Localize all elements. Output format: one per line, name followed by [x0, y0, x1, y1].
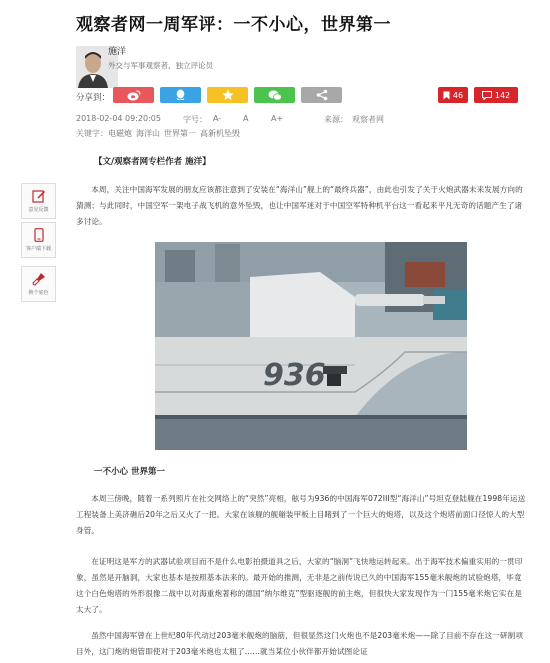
keywords-row	[76, 128, 244, 139]
article-paragraph: 虽然中国海军曾在上世纪80年代动过203毫米舰炮的脑筋，但很显然这门火炮也不是203毫米炮——除了目前不存在这一研制项目外，这门炮的炮管即使对于203毫米炮也太粗了……就当某位小伙伴都开始试图论证	[76, 631, 524, 656]
page-title: 观察者网一周军评：一不小心，世界第一	[76, 15, 391, 35]
change-background-button[interactable]	[21, 266, 56, 302]
font-size-label: 字号：	[183, 115, 207, 124]
font-normal-button[interactable]: A	[243, 114, 249, 123]
weibo-icon	[127, 90, 141, 101]
share-label: 分享到：	[76, 93, 111, 103]
share-weibo-button[interactable]	[113, 87, 154, 103]
share-wechat-button[interactable]	[254, 87, 295, 103]
share-icon	[316, 89, 328, 101]
comment-icon	[482, 91, 492, 100]
source-name: 观察者网	[352, 115, 384, 124]
qq-icon	[175, 89, 186, 101]
section-subheading: 一不小心 世界第一	[94, 467, 165, 477]
comments-count-button[interactable]	[474, 87, 518, 103]
favorites-count-button[interactable]	[438, 87, 468, 103]
keyword-link[interactable]: 海洋山	[136, 129, 160, 138]
source-label: 来源：	[324, 115, 348, 124]
article-paragraph: 在证明这是军方的武器试验项目而不是什么电影拍摄道具之后，大家的“脑洞”飞快地运转起来。出于海军技术偏重实用的一贯印象，虽然是开脑洞，大家也基本是按照基本法来的。最开始的推测，无非是之前传说已久的中国海军155毫米舰炮的试验炮塔，毕竟这个白色炮塔的外形很像二战中以对海重炮著称的德国“纳尔维克”型驱逐舰的前主炮，但很快大家发现作为一门155毫米炮它实在是太大了。	[76, 557, 523, 614]
change-background-label: 换个底色	[28, 290, 49, 296]
comments-count: 142	[494, 90, 511, 100]
phone-icon	[34, 228, 44, 242]
keyword-link[interactable]: 世界第一	[164, 129, 196, 138]
byline: 【文/观察者网专栏作者 施洋】	[94, 157, 211, 167]
wechat-icon	[268, 90, 282, 101]
brush-icon	[32, 272, 46, 286]
article-paragraph: 本周三傍晚，随着一系列照片在社交网络上的“突然”亮相，舷号为936的中国海军072III型“海洋山”号坦克登陆舰在1998年运送工程装备上美济礁后20年之后又火了一把。大家在该舰的舰艏装甲板上目睹到了一个巨大的炮塔，以及这个炮塔前面口径惊人的大型身管。	[76, 494, 526, 535]
edit-icon	[32, 189, 46, 203]
publish-datetime: 2018-02-04 09:20:05	[76, 114, 161, 123]
font-smaller-button[interactable]: A-	[213, 114, 222, 123]
share-favorite-button[interactable]	[207, 87, 248, 103]
bookmark-icon	[443, 91, 450, 100]
ship-hull-number: 936	[263, 358, 326, 393]
author-name[interactable]: 施洋	[108, 47, 127, 57]
ship-photo-image	[155, 242, 467, 450]
star-icon	[222, 89, 234, 101]
keyword-link[interactable]: 电磁炮	[108, 129, 132, 138]
font-larger-button[interactable]: A+	[271, 114, 284, 123]
keyword-link[interactable]: 高新机坠毁	[200, 129, 240, 138]
feedback-label: 意见反馈	[28, 207, 49, 213]
article-paragraph: 本周，关注中国海军发展的朋友应该都注意到了安装在“海洋山”舰上的“最终兵器”，由此也引发了关于火炮武器未来发展方向的猜测；与此同时，中国空军一架电子战飞机的意外坠毁，也让中国军迷对于中国空军特种机平台这一看起来平凡无奇的话题产生了诸多讨论。	[76, 185, 523, 226]
feedback-button[interactable]	[21, 183, 56, 219]
share-more-button[interactable]	[301, 87, 342, 103]
app-download-button[interactable]	[21, 222, 56, 258]
favorites-count: 46	[452, 90, 464, 100]
share-qq-button[interactable]	[160, 87, 201, 103]
app-download-label: 客户端下载	[25, 246, 51, 252]
article-photo	[155, 242, 467, 450]
keywords-label: 关键字：	[76, 129, 108, 138]
author-description: 外交与军事观察者，独立评论员	[108, 61, 213, 70]
